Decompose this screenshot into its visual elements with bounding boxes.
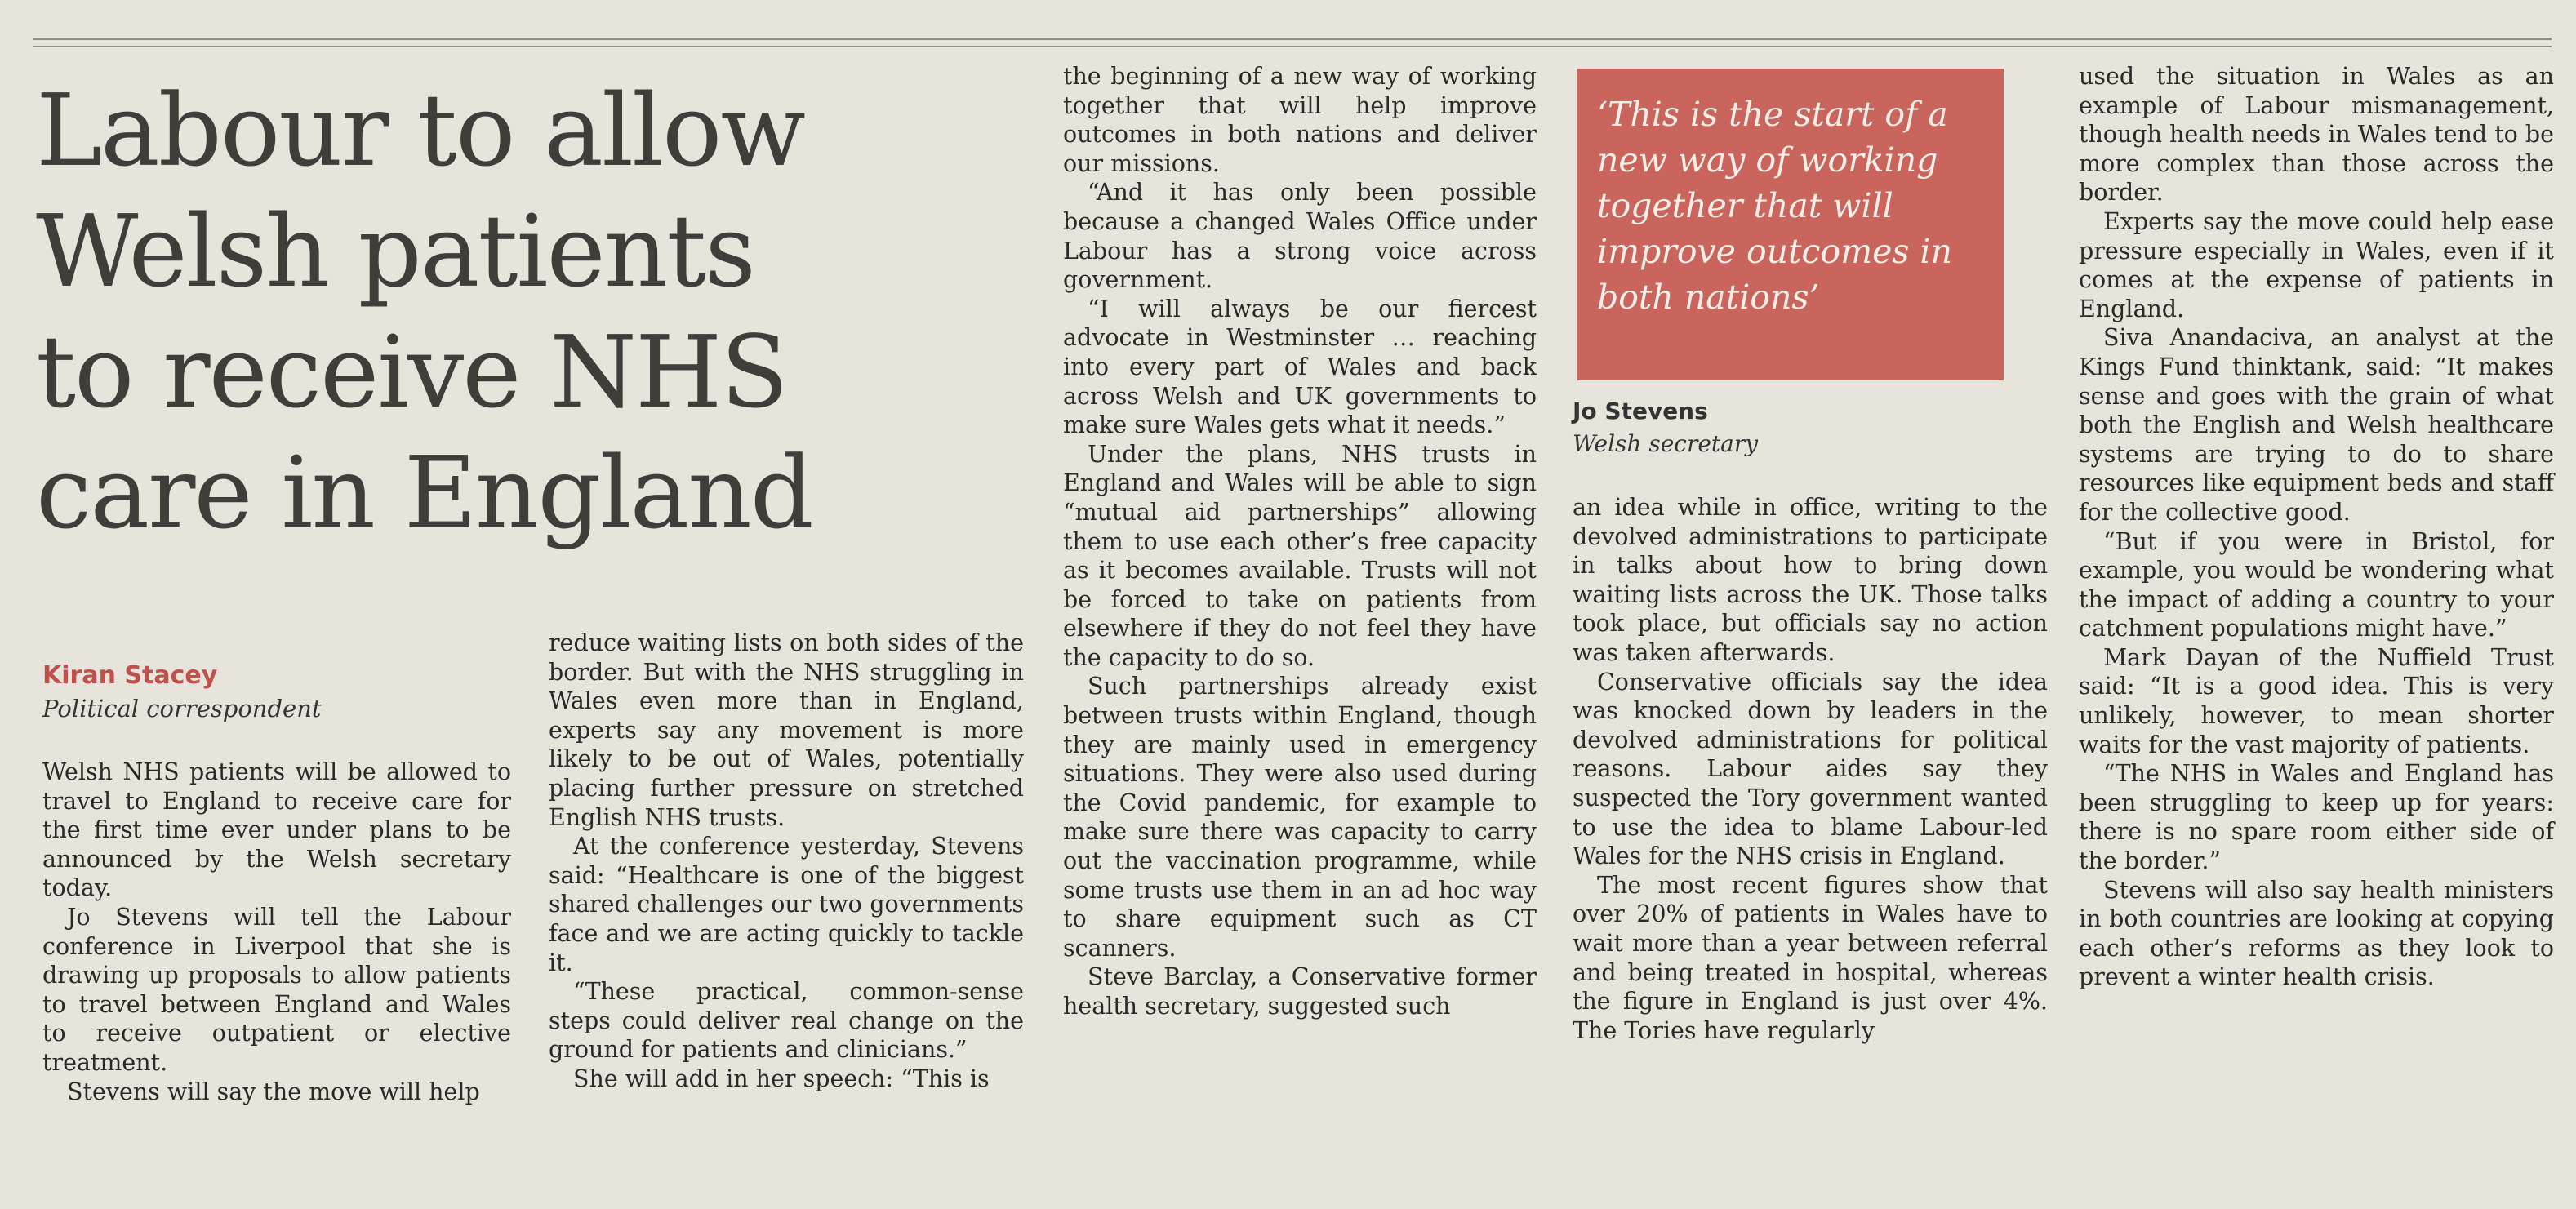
- headline-line: to receive NHS: [36, 314, 787, 430]
- paragraph: Stevens will say the move will help: [67, 1078, 480, 1105]
- paragraph: Stevens will also say health ministers in both countries are looking at copying each other’s reforms as they look to prevent a winter health crisis.: [2079, 876, 2554, 991]
- byline-author: Kiran Stacey: [42, 661, 218, 690]
- paragraph: “And it has only been possible because a changed Wales Office under Labour has a strong voice across government.: [1063, 179, 1537, 294]
- article-column-3: [1063, 62, 1537, 1021]
- paragraph: Experts say the move could help ease pressure especially in Wales, even if it comes at the expense of patients in England.: [2079, 207, 2554, 322]
- paragraph: Conservative officials say the idea was knocked down by leaders in the devolved administrations for political reasons. Labour aides say they suspected the Tory government wanted to use the idea to blame Labour-led Wales for the NHS crisis in England.: [1573, 668, 2048, 870]
- pull-quote-box: [1577, 69, 2004, 380]
- paragraph: Jo Stevens will tell the Labour conference in Liverpool that she is drawing up proposals to allow patients to travel between England and Wales to receive outpatient or elective treatment.: [42, 903, 511, 1076]
- paragraph: the beginning of a new way of working together that will help improve outcomes in both nations and deliver our missions.: [1063, 63, 1537, 177]
- top-rule: [33, 38, 2552, 40]
- headline-line: Welsh patients: [36, 193, 754, 309]
- paragraph: At the conference yesterday, Stevens said: “Healthcare is one of the biggest shared challenges our two governments face and we are acting quickly to tackle it.: [549, 833, 1024, 976]
- paragraph: “I will always be our fiercest advocate in Westminster … reaching into every part of Wales and back across Welsh and UK governments to make sure Wales gets what it needs.”: [1063, 295, 1537, 439]
- top-rule-secondary: [33, 46, 2552, 47]
- pull-quote-text: ‘This is the start of a new way of working together that will improve outcomes in both nations’: [1597, 95, 1952, 317]
- headline-line: care in England: [36, 435, 812, 551]
- paragraph: an idea while in office, writing to the devolved administrations to participate in talks about how to bring down waiting lists across the UK. Those talks took place, but officials say no action was taken afterwards.: [1573, 494, 2048, 666]
- byline-role: Political correspondent: [42, 695, 322, 722]
- paragraph: “The NHS in Wales and England has been struggling to keep up for years: there is no spare room either side of the border.”: [2079, 760, 2554, 875]
- pull-quote-author-title: Welsh secretary: [1573, 430, 1759, 457]
- paragraph: used the situation in Wales as an example of Labour mismanagement, though health needs in Wales tend to be more complex than those across the border.: [2079, 63, 2554, 207]
- headline-line: Labour to allow: [36, 73, 804, 189]
- headline: [36, 70, 869, 553]
- paragraph: The most recent figures show that over 20% of patients in Wales have to wait more than a year between referral and being treated in hospital, whereas the figure in England is just over 4%. The Tories have regularly: [1573, 871, 2048, 1044]
- article-column-1: [42, 758, 511, 1106]
- article-column-2: [549, 629, 1024, 1094]
- paragraph: Steve Barclay, a Conservative former health secretary, suggested such: [1063, 963, 1537, 1020]
- byline: [42, 660, 516, 725]
- paragraph: Welsh NHS patients will be allowed to travel to England to receive care for the first time ever under plans to be announced by the Welsh secretary today.: [42, 758, 511, 902]
- paragraph: Such partnerships already exist between trusts within England, though they are mainly used in emergency situations. They were also used during the Covid pandemic, for example to make sure there was capacity to carry out the vaccination programme, while some trusts use them in an ad hoc way to share equipment such as CT scanners.: [1063, 673, 1537, 962]
- pull-quote-author: Jo Stevens: [1573, 398, 1708, 424]
- paragraph: reduce waiting lists on both sides of the border. But with the NHS struggling in Wales even more than in England, experts say any movement is more likely to be out of Wales, potentially placing further pressure on stretched English NHS trusts.: [549, 629, 1024, 831]
- article-column-4: [1573, 493, 2048, 1045]
- paragraph: Mark Dayan of the Nuffield Trust said: “It is a good idea. This is very unlikely, however, to mean shorter waits for the vast majority of patients.: [2079, 643, 2554, 758]
- paragraph: “These practical, common-sense steps could deliver real change on the ground for patients and clinicians.”: [549, 978, 1024, 1064]
- paragraph: “But if you were in Bristol, for example, you would be wondering what the impact of adding a country to your catchment populations might have.”: [2079, 527, 2554, 642]
- paragraph: She will add in her speech: “This is: [573, 1065, 990, 1092]
- paragraph: Siva Anandaciva, an analyst at the Kings Fund thinktank, said: “It makes sense and goes with the grain of what both the English and Welsh healthcare systems are trying to do to share resources like equipment beds and staff for the collective good.: [2079, 324, 2554, 526]
- article-column-5: [2079, 62, 2554, 992]
- paragraph: Under the plans, NHS trusts in England and Wales will be able to sign “mutual aid partnerships” allowing them to use each other’s free capacity as it becomes available. Trusts will not be forced to take on patients from elsewhere if they do not feel they have the capacity to do so.: [1063, 440, 1537, 671]
- pull-quote-attribution: [1573, 395, 2013, 460]
